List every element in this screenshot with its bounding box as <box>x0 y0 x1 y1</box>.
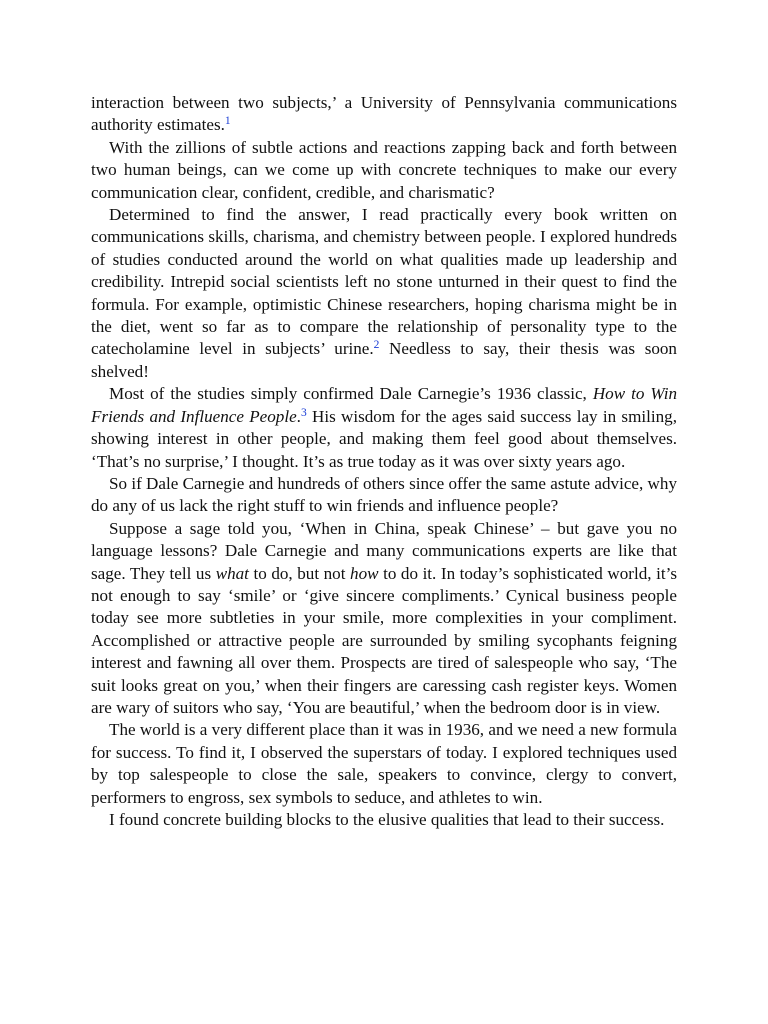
book-title-italic: How to Win Friends and Influence People <box>91 384 677 426</box>
paragraph-3 <box>91 204 677 383</box>
paragraph-6 <box>91 518 677 720</box>
footnote-ref-1[interactable]: 1 <box>224 115 231 128</box>
footnote-ref-3[interactable]: 3 <box>300 406 307 419</box>
paragraph-8 <box>91 809 677 831</box>
paragraph-7 <box>91 719 677 809</box>
paragraph-text: Needless to say, their thesis was soon shelved! <box>91 339 677 381</box>
paragraph-text: Suppose a sage told you, ‘When in China, speak Chinese’ – but gave you no language lessons? Dale Carnegie and many communications experts are like that sage. They tell us <box>91 518 677 583</box>
paragraph-text: . <box>296 406 301 426</box>
paragraph-text: Determined to find the answer, I read practically every book written on communications skills, charisma, and chemistry between people. I explored hundreds of studies conducted around the world on what qualities made up leadership and credibility. Intrepid social scientists left no stone unturned in their quest to find the formula. For example, optimistic Chinese researchers, hoping charisma might be in the diet, went so far as to compare the relationship of personality type to the catecholamine level in subjects’ urine. <box>91 205 677 359</box>
book-page-body <box>91 92 677 831</box>
paragraph-4 <box>91 383 677 473</box>
paragraph-text: His wisdom for the ages said success lay in smiling, showing interest in other people, and making them feel good about themselves. ‘That’s no surprise,’ I thought. It’s as true today as it was over sixty years ago. <box>91 406 677 471</box>
emphasis-what: what <box>215 563 249 583</box>
paragraph-1 <box>91 92 677 137</box>
paragraph-text: The world is a very different place than it was in 1936, and we need a new formula for success. To find it, I observed the superstars of today. I explored techniques used by top salespeople to close the sale, speakers to convince, clergy to convert, performers to engross, sex symbols to seduce, and athletes to win. <box>91 720 677 807</box>
paragraph-text: interaction between two subjects,’ a University of Pennsylvania communications authority estimates. <box>91 93 677 135</box>
footnote-ref-2[interactable]: 2 <box>373 339 380 352</box>
paragraph-text: I found concrete building blocks to the elusive qualities that lead to their success. <box>109 810 665 829</box>
paragraph-text: With the zillions of subtle actions and reactions zapping back and forth between two human beings, can we come up with concrete techniques to make our every communication clear, confident, credible, and charismatic? <box>91 137 677 202</box>
paragraph-text: So if Dale Carnegie and hundreds of others since offer the same astute advice, why do any of us lack the right stuff to win friends and influence people? <box>91 473 677 516</box>
paragraph-2 <box>91 137 677 204</box>
emphasis-how: how <box>350 563 379 583</box>
paragraph-5 <box>91 473 677 518</box>
paragraph-text: Most of the studies simply confirmed Dale Carnegie’s 1936 classic, <box>109 384 593 404</box>
paragraph-text: to do, but not <box>248 563 351 583</box>
paragraph-text: to do it. In today’s sophisticated world, it’s not enough to say ‘smile’ or ‘give sincere compliments.’ Cynical business people today see more subtleties in your smile, more complexities in your compliment. Accomplished or attractive people are surrounded by smiling sycophants feigning interest and fawning all over them. Prospects are tired of salespeople who say, ‘The suit looks great on you,’ when their fingers are caressing cash register keys. Women are wary of suitors who say, ‘You are beautiful,’ when the bedroom door is in view. <box>91 563 677 717</box>
